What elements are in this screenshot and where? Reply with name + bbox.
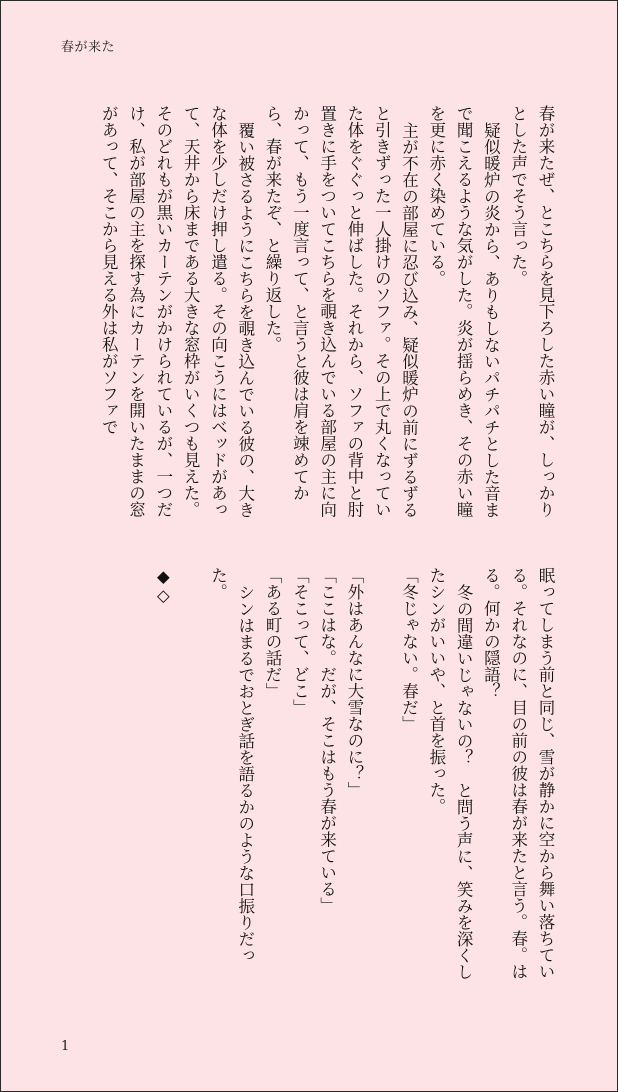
page-header-title: 春が来た — [61, 40, 116, 55]
dialogue-line: 「外はあんなに大雪なのに？」 — [344, 567, 364, 798]
section-break-marker: ◆◇ — [153, 567, 173, 605]
paragraph: 眠ってしまう前と同じ、雪が静かに空から舞い落ちている。それなのに、目の前の彼は春が来たと言う。春。はる。何かの隠語？ — [481, 567, 555, 980]
dialogue-line: 「ある町の話だ」 — [263, 567, 283, 699]
paragraph: 春が来たぜ、とこちらを見下ろした赤い瞳が、しっかりとした声でそう言った。 — [508, 105, 555, 518]
dialogue-line: 「冬じゃない。春だ」 — [399, 567, 419, 732]
paragraph: 主が不在の部屋に忍び込み、疑似暖炉の前にずるずると引きずった一人掛けのソファ。その上で丸くなっていた体をぐぐっと伸ばした。それから、ソファの背中と肘置きに手をついてこちらを覗き込んでいる部屋の主に向かって、もう一度言って、と言うと彼は肩を竦めてから、春が来たぞ、と繰り返した。 — [263, 105, 419, 518]
paragraph: 疑似暖炉の炎から、ありもしないパチパチとした音まで聞こえるような気がした。炎が揺らめき、その赤い瞳を更に赤く染めている。 — [426, 105, 501, 518]
paragraph: 覆い被さるようにこちらを覗き込んでいる彼の、大きな体を少しだけ押し遣る。その向こうにはベッドがあって、天井から床まである大きな窓枠がいくつも見えた。そのどれもが黒いカーテンがかけられているが、一つだけ、私が部屋の主を探す為にカーテンを開いたままの窓があって、そこから見える外は私がソファで — [99, 105, 255, 518]
text-block-upper — [39, 105, 559, 533]
text-block-lower — [39, 567, 559, 995]
dialogue-line: 「そこって、どこ」 — [290, 567, 310, 716]
paragraph: シンはまるでおとぎ話を語るかのような口振りだった。 — [208, 567, 255, 963]
dialogue-line: 「ここはな。だが、そこはもう春が来ている」 — [317, 567, 337, 914]
paragraph: 冬の間違いじゃないの？ と問う声に、笑みを深くしたシンがいいや、と首を振った。 — [426, 567, 474, 980]
page-number: 1 — [61, 1039, 70, 1054]
